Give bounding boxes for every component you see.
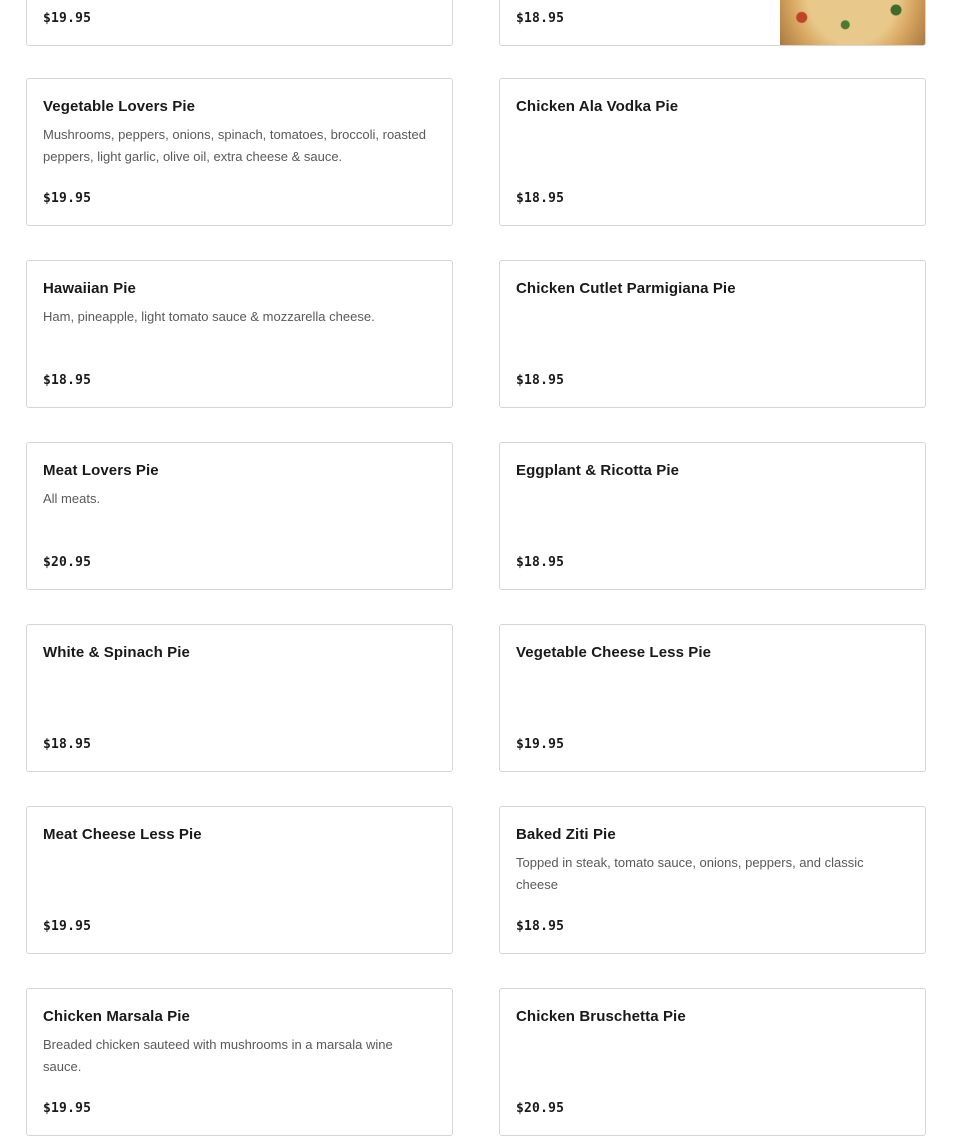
menu-item-name: Meat Lovers Pie [43,462,159,479]
menu-item-price: $18.95 [516,11,565,26]
menu-item-card[interactable] [499,624,926,772]
menu-item-description: Ham, pineapple, light tomato sauce & mozzarella cheese. [43,309,375,324]
menu-item-name: Chicken Ala Vodka Pie [516,98,679,115]
menu-item-price: $20.95 [516,1101,565,1116]
menu-item-price: $18.95 [516,919,565,934]
menu-item-price: $18.95 [516,191,565,206]
menu-item-name: White & Spinach Pie [43,644,190,661]
menu-item-description: Mushrooms, peppers, onions, spinach, tomatoes, broccoli, roasted peppers, light garlic, olive oil, extra cheese & sauce. [43,127,426,164]
menu-item-name: Chicken Cutlet Parmigiana Pie [516,280,736,297]
menu-item-card[interactable] [499,78,926,226]
menu-item-price: $18.95 [43,373,92,388]
menu-item-card[interactable] [499,442,926,590]
menu-item-name: Vegetable Cheese Less Pie [516,644,712,661]
menu-item-card[interactable] [499,0,926,46]
menu-item-name: Chicken Marsala Pie [43,1008,190,1025]
menu-item-card[interactable] [499,988,926,1136]
menu-item-card[interactable] [26,988,453,1136]
menu-item-price: $18.95 [516,373,565,388]
menu-item-name: Meat Cheese Less Pie [43,826,202,843]
menu-item-description: Topped in steak, tomato sauce, onions, peppers, and classic cheese [516,855,864,892]
menu-item-card[interactable] [26,806,453,954]
menu-item-description: Breaded chicken sauteed with mushrooms in a marsala wine sauce. [43,1037,393,1074]
menu-item-name: Baked Ziti Pie [516,826,616,843]
menu-item-name: Eggplant & Ricotta Pie [516,462,680,479]
menu-item-name: Chicken Bruschetta Pie [516,1008,686,1025]
menu-item-card[interactable] [26,624,453,772]
menu-item-price: $19.95 [43,11,92,26]
menu-item-price: $19.95 [43,919,92,934]
menu-item-card[interactable] [26,0,453,46]
menu-item-price: $20.95 [43,555,92,570]
menu-item-card[interactable] [499,260,926,408]
menu-item-price: $19.95 [43,191,92,206]
menu-item-card[interactable] [26,442,453,590]
menu-item-price: $18.95 [43,737,92,752]
menu-item-name: Vegetable Lovers Pie [43,98,196,115]
menu-item-name: Hawaiian Pie [43,280,136,297]
menu-item-price: $18.95 [516,555,565,570]
menu-item-price: $19.95 [516,737,565,752]
menu-item-photo [780,0,925,46]
menu-item-description: All meats. [43,491,101,506]
menu-item-price: $19.95 [43,1101,92,1116]
menu-item-card[interactable] [26,78,453,226]
menu-item-card[interactable] [26,260,453,408]
menu-item-card[interactable] [499,806,926,954]
